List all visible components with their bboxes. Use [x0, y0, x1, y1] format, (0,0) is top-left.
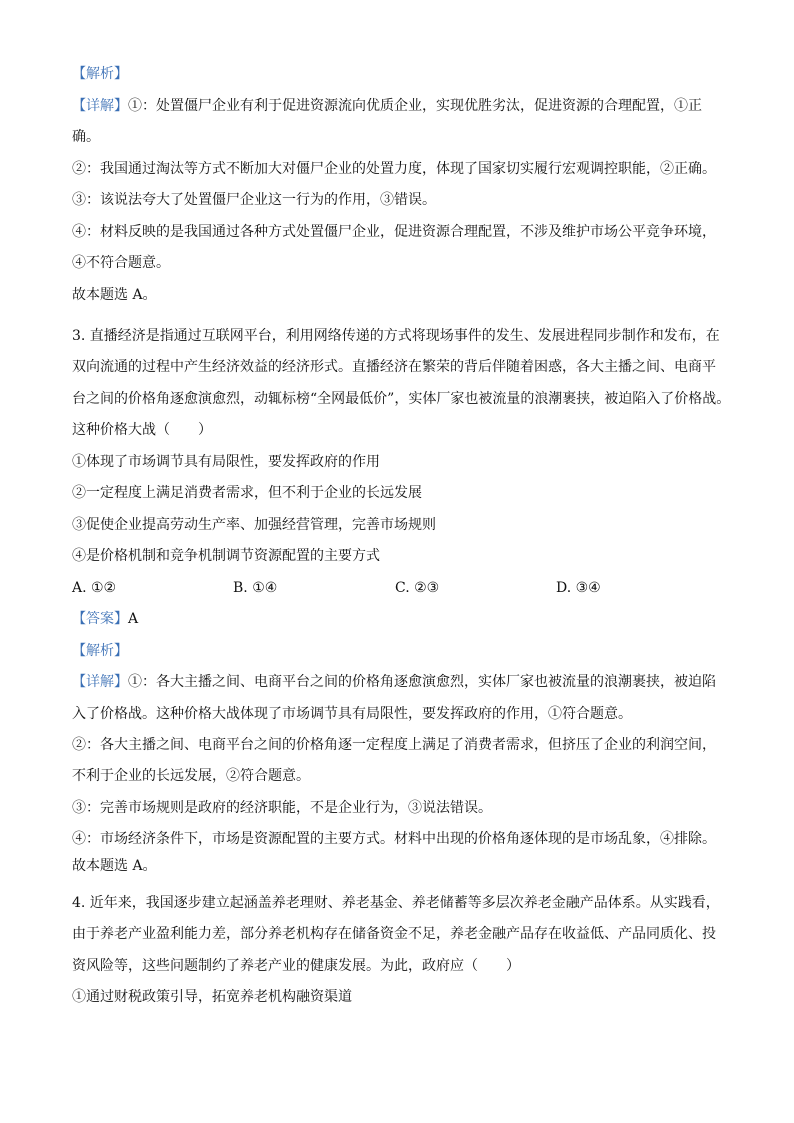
detail-heading: 【详解】 — [72, 674, 128, 690]
detail-line — [72, 96, 702, 116]
question-stem: 这种价格大战（ ） — [72, 422, 212, 438]
detail-text: ③：完善市场规则是政府的经济职能，不是企业行为，③说法错误。 — [72, 800, 492, 816]
detail-text: ③：该说法夸大了处置僵尸企业这一行为的作用，③错误。 — [72, 192, 436, 208]
statement-item: ①体现了市场调节具有局限性，要发挥政府的作用 — [72, 454, 380, 470]
statement-item: ③促使企业提高劳动生产率、加强经营管理，完善市场规则 — [72, 517, 436, 533]
detail-text: ④：材料反映的是我国通过各种方式处置僵尸企业，促进资源合理配置，不涉及维护市场公平竞争环境， — [72, 224, 716, 240]
question-stem: 台之间的价格角逐愈演愈烈，动辄标榜“全网最低价”，实体厂家也被流量的浪潮裹挟，被迫陷入了价格战。 — [72, 391, 731, 407]
detail-text: ①：处置僵尸企业有利于促进资源流向优质企业，实现优胜劣汰，促进资源的合理配置，①正 — [128, 98, 702, 114]
detail-text: ④不符合题意。 — [72, 255, 170, 271]
answer-value: A — [128, 611, 139, 627]
detail-text: ②：我国通过淘汰等方式不断加大对僵尸企业的处置力度，体现了国家切实履行宏观调控职能，②正确。 — [72, 161, 716, 177]
detail-text: ②：各大主播之间、电商平台之间的价格角逐一定程度上满足了消费者需求，但挤压了企业的利润空间， — [72, 737, 716, 753]
question-stem: 双向流通的过程中产生经济效益的经济形式。直播经济在繁荣的背后伴随着困惑，各大主播之间、电商平 — [72, 359, 716, 375]
detail-text: 不利于企业的长远发展，②符合题意。 — [72, 768, 310, 784]
statement-item: ④是价格机制和竞争机制调节资源配置的主要方式 — [72, 548, 380, 564]
detail-heading: 【详解】 — [72, 98, 128, 114]
statement-item: ②一定程度上满足消费者需求，但不利于企业的长远发展 — [72, 485, 422, 501]
question-stem: 4. 近年来，我国逐步建立起涵盖养老理财、养老基金、养老储蓄等多层次养老金融产品体系。从实践看， — [72, 895, 720, 911]
analysis-heading: 【解析】 — [72, 643, 128, 659]
answer-heading: 【答案】 — [72, 611, 128, 627]
question-stem: 由于养老产业盈利能力差，部分养老机构存在储备资金不足，养老金融产品存在收益低、产品同质化、投 — [72, 926, 716, 942]
detail-text: 确。 — [72, 129, 100, 145]
option-b: B. ①④ — [233, 580, 278, 596]
statement-item: ①通过财税政策引导，拓宽养老机构融资渠道 — [72, 989, 352, 1005]
detail-text: ④：市场经济条件下，市场是资源配置的主要方式。材料中出现的价格角逐体现的是市场乱象，④排除。 — [72, 831, 716, 847]
conclusion-text: 故本题选 A。 — [72, 858, 157, 874]
conclusion-text: 故本题选 A。 — [72, 287, 157, 303]
option-a: A. ①② — [72, 580, 117, 596]
detail-text: ①：各大主播之间、电商平台之间的价格角逐愈演愈烈，实体厂家也被流量的浪潮裹挟，被迫陷 — [128, 674, 716, 690]
question-stem: 3. 直播经济是指通过互联网平台，利用网络传递的方式将现场事件的发生、发展进程同步制作和发布，在 — [72, 328, 720, 344]
analysis-heading: 【解析】 — [72, 66, 128, 82]
question-stem: 资风险等，这些问题制约了养老产业的健康发展。为此，政府应（ ） — [72, 958, 520, 974]
detail-text: 入了价格战。这种价格大战体现了市场调节具有局限性，要发挥政府的作用，①符合题意。 — [72, 706, 632, 722]
answer-line — [72, 609, 138, 629]
detail-line — [72, 672, 716, 692]
option-d: D. ③④ — [556, 580, 601, 596]
option-c: C. ②③ — [395, 580, 440, 596]
